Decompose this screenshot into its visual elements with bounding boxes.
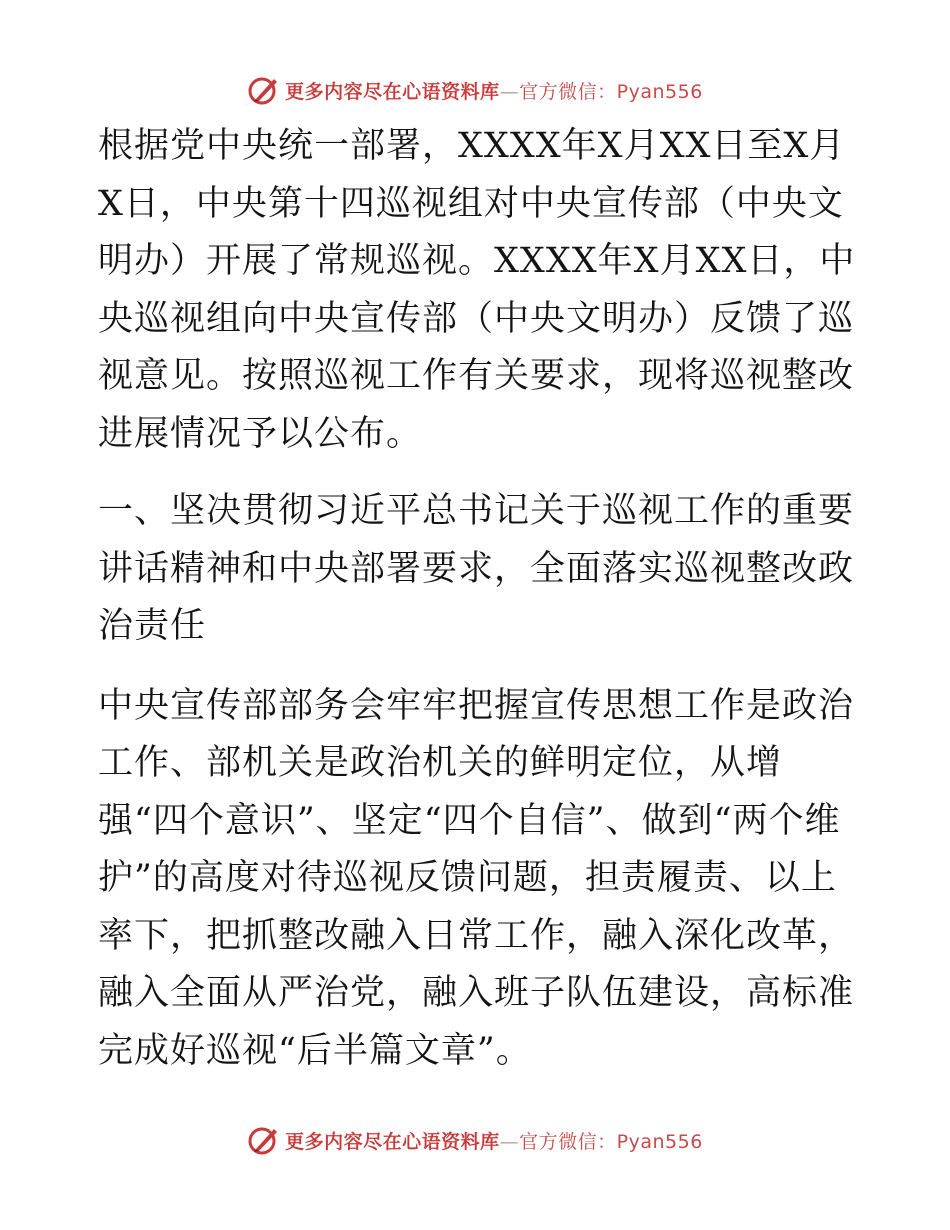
watermark-title: 更多内容尽在心语资料库	[285, 1130, 500, 1153]
paragraph-intro: 根据党中央统一部署，XXXX年X月XX日至X月X日，中央第十四巡视组对中央宣传部（中央文明办）开展了常规巡视。XXXX年X月XX日，中央巡视组向中央宣传部（中央文明办）反馈了巡视意见。按照巡视工作有关要求，现将巡视整改进展情况予以公布。	[98, 126, 856, 454]
watermark-contact: 官方微信：Pyan556	[519, 80, 703, 103]
watermark-title: 更多内容尽在心语资料库	[285, 80, 500, 103]
watermark-contact: 官方微信：Pyan556	[519, 1130, 703, 1153]
pen-logo-icon	[247, 73, 281, 107]
section-heading-1: 一、坚决贯彻习近平总书记关于巡视工作的重要讲话精神和中央部署要求，全面落实巡视整改政治责任	[98, 491, 855, 646]
watermark-separator: —	[499, 80, 520, 103]
watermark-text	[285, 1127, 703, 1154]
document-body	[98, 118, 858, 1080]
pen-logo-icon	[247, 1123, 281, 1157]
watermark-separator: —	[499, 1130, 520, 1153]
watermark-banner-bottom	[0, 1120, 950, 1160]
watermark-banner-top	[0, 70, 950, 110]
paragraph-section-1: 中央宣传部部务会牢牢把握宣传思想工作是政治工作、部机关是政治机关的鲜明定位，从增强“四个意识”、坚定“四个自信”、做到“两个维护”的高度对待巡视反馈问题，担责履责、以上率下，把抓整改融入日常工作，融入深化改革，融入全面从严治党，融入班子队伍建设，高标准完成好巡视“后半篇文章”。	[98, 685, 855, 1071]
watermark-text	[285, 77, 703, 104]
